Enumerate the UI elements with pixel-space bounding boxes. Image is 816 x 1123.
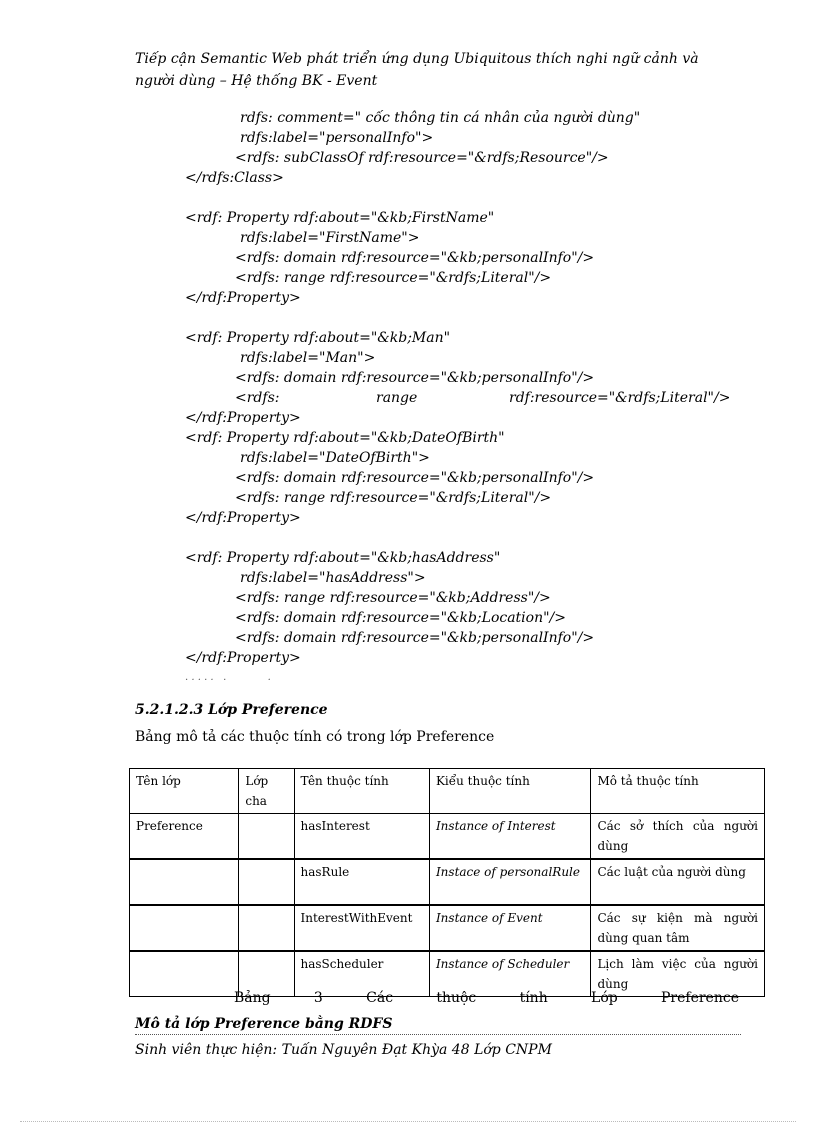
code-line: </rdfs:Class> (185, 170, 284, 186)
table-cell (130, 905, 239, 951)
code-line: </rdf:Property> (185, 510, 301, 526)
table-cell: InterestWithEvent (294, 905, 429, 951)
table-cell: hasScheduler (294, 951, 429, 997)
code-line: <rdfs: range rdf:resource="&rdfs;Literal"/> (235, 270, 552, 286)
table-cell: Instance of Interest (429, 814, 591, 860)
bottom-divider (20, 1121, 796, 1122)
table-cell (130, 859, 239, 905)
code-line: rdfs:label="hasAddress"> (240, 570, 426, 586)
rdfs-section-title: Mô tả lớp Preference bằng RDFS (135, 1016, 741, 1035)
header-cell: Tên thuộc tính (294, 769, 429, 814)
code-line: rdfs:label="personalInfo"> (240, 130, 434, 146)
code-line: <rdf: Property rdf:about="&kb;DateOfBirth" (185, 430, 505, 446)
code-line: rdfs:label="FirstName"> (240, 230, 420, 246)
header-cell: Mô tả thuộc tính (591, 769, 765, 814)
caption-word: 3 (313, 990, 323, 1006)
table-cell: Instace of personalRule (429, 859, 591, 905)
table-cell (239, 814, 294, 860)
table-cell: Preference (130, 814, 239, 860)
ellipsis-line: . . . . . . . (185, 672, 271, 683)
code-line: <rdfs: domain rdf:resource="&kb;personalInfo"/> (235, 370, 595, 386)
code-line: <rdf: Property rdf:about="&kb;FirstName" (185, 210, 495, 226)
code-line: </rdf:Property> (185, 290, 301, 306)
caption-word: Lớp (591, 990, 618, 1006)
caption-word: tính (519, 990, 548, 1006)
code-line: </rdf:Property> (185, 410, 301, 426)
table-cell: hasRule (294, 859, 429, 905)
table-cell (130, 951, 239, 997)
code-line: <rdfs: range rdf:resource="&rdfs;Literal"/> (235, 490, 552, 506)
code-line: rdfs:label="DateOfBirth"> (240, 450, 430, 466)
page-header: Tiếp cận Semantic Web phát triển ứng dụng Ubiquitous thích nghi ngữ cảnh và người dùng – Hệ thống BK - Event (135, 51, 699, 89)
code-line: <rdfs: domain rdf:resource="&kb;personalInfo"/> (235, 470, 595, 486)
code-line: </rdf:Property> (185, 650, 301, 666)
table-cell (239, 905, 294, 951)
table-header-row (130, 769, 765, 814)
table-caption (234, 990, 739, 1006)
table-cell: Các sự kiện mà người dùng quan tâm (591, 905, 765, 951)
code-line: rdf:resource="&rdfs;Literal"/> (509, 390, 731, 406)
code-line: <rdfs: domain rdf:resource="&kb;Location"/> (235, 610, 566, 626)
section-title: 5.2.1.2.3 Lớp Preference (135, 702, 328, 718)
code-line: rdfs:label="Man"> (240, 350, 376, 366)
properties-table (129, 768, 765, 997)
code-line: <rdfs: subClassOf rdf:resource="&rdfs;Resource"/> (235, 150, 609, 166)
code-line: <rdfs: (235, 390, 280, 406)
caption-word: thuộc (436, 990, 477, 1006)
table-cell (239, 859, 294, 905)
table-row (130, 859, 765, 905)
page-footer: Sinh viên thực hiện: Tuấn Nguyên Đạt Khỳa 48 Lớp CNPM (135, 1042, 552, 1058)
caption-word: Các (366, 990, 394, 1006)
caption-word: Bảng (234, 990, 271, 1006)
code-line: rdfs: comment=" cốc thông tin cá nhân của người dùng" (240, 110, 641, 126)
header-cell: Kiểu thuộc tính (429, 769, 591, 814)
table-row (130, 905, 765, 951)
table-cell: Các luật của người dùng (591, 859, 765, 905)
table-row (130, 814, 765, 860)
code-line: <rdf: Property rdf:about="&kb;Man" (185, 330, 451, 346)
table-cell: Instance of Event (429, 905, 591, 951)
table-cell: Lịch làm việc của người dùng (591, 951, 765, 997)
table-cell: Các sở thích của người dùng (591, 814, 765, 860)
code-line: <rdf: Property rdf:about="&kb;hasAddress" (185, 550, 501, 566)
table-cell: Instance of Scheduler (429, 951, 591, 997)
code-line: <rdfs: range rdf:resource="&kb;Address"/> (235, 590, 551, 606)
section-intro: Bảng mô tả các thuộc tính có trong lớp Preference (135, 729, 495, 745)
code-line: <rdfs: domain rdf:resource="&kb;personalInfo"/> (235, 630, 595, 646)
header-cell: Lớp cha (239, 769, 294, 814)
code-line: range (376, 390, 418, 406)
table-cell: hasInterest (294, 814, 429, 860)
code-line: <rdfs: domain rdf:resource="&kb;personalInfo"/> (235, 250, 595, 266)
caption-word: Preference (661, 990, 739, 1006)
header-cell: Tên lớp (130, 769, 239, 814)
